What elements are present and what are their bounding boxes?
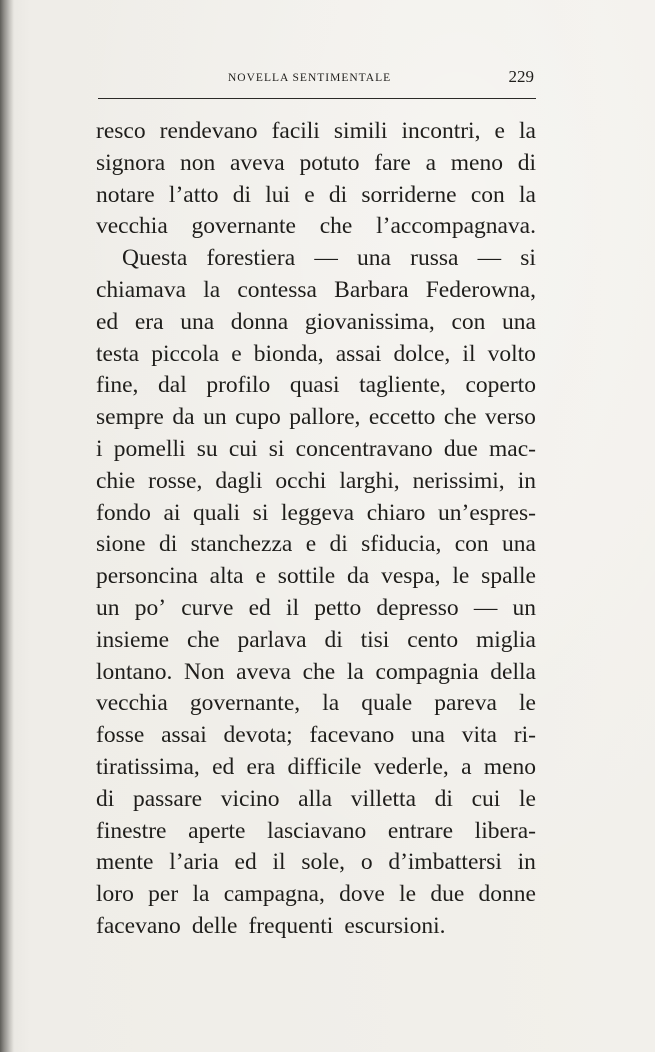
word: in (517, 849, 536, 876)
word: si (268, 435, 285, 462)
word: — (473, 594, 498, 621)
word: un (512, 594, 536, 621)
word: leggeva (280, 499, 355, 526)
word: in (517, 467, 536, 494)
word: non (179, 149, 216, 176)
word: sottile (277, 563, 336, 590)
header-rule (98, 98, 536, 99)
word: l’aria (169, 849, 219, 876)
word: di (158, 531, 178, 558)
word: sfiducia, (361, 531, 442, 558)
word: ed (234, 849, 257, 876)
text-line (96, 243, 536, 275)
word: meno (450, 149, 503, 176)
word: alla (298, 785, 333, 812)
word: po’ (134, 594, 167, 621)
word: pareva (434, 690, 497, 717)
word: di (96, 785, 115, 812)
word: potuto (299, 149, 360, 176)
word: resco (96, 118, 146, 144)
word: entrare (387, 817, 454, 844)
text-line (96, 275, 536, 307)
word: da (172, 404, 195, 431)
word: e (255, 563, 266, 590)
word: difficile (287, 753, 362, 780)
word: Barbara (334, 276, 409, 303)
word: chiaro (366, 499, 426, 526)
word: larghi, (339, 467, 400, 494)
word: quale (361, 690, 413, 717)
word: una (411, 722, 445, 749)
word: la (346, 658, 364, 685)
word: russa (410, 245, 459, 272)
word: da (347, 563, 370, 590)
word: aperte (188, 817, 246, 844)
word: tiratissima, (96, 753, 200, 780)
word: e (304, 181, 315, 208)
word: con (454, 531, 489, 558)
word: ed (212, 753, 235, 780)
word: il (285, 594, 300, 621)
word: un (96, 594, 120, 621)
word: si (520, 245, 536, 272)
word: la (203, 276, 221, 303)
word: — (477, 245, 502, 272)
word: le (518, 785, 536, 812)
word: quali (193, 499, 241, 526)
word: Non (184, 658, 225, 685)
word: facevano (96, 912, 181, 939)
word: villetta (350, 785, 417, 812)
word: quasi (289, 372, 340, 399)
word: di (517, 149, 536, 176)
word: vederle, (373, 753, 449, 780)
text-line (96, 593, 536, 625)
word: lontano. (96, 658, 173, 685)
word: cui (228, 435, 258, 462)
running-title: NOVELLA SENTIMENTALE (228, 72, 392, 84)
word: su (196, 435, 218, 462)
word: era (246, 753, 276, 780)
word: Questa (122, 245, 188, 272)
word: cento (407, 626, 459, 653)
word: parlava (237, 626, 307, 653)
word: che (186, 626, 220, 653)
text-line (96, 752, 536, 784)
word: occhi (275, 467, 327, 494)
text-line (96, 720, 536, 752)
word: di (328, 181, 348, 208)
word: chie (96, 467, 136, 494)
word: lasciavano (267, 817, 367, 844)
text-line (96, 561, 536, 593)
word: due (443, 435, 478, 462)
word: della (490, 658, 536, 685)
word: donne (478, 881, 536, 908)
text-line (96, 498, 536, 530)
text-line (96, 307, 536, 339)
word: il (272, 849, 286, 876)
word: fine, (96, 372, 139, 399)
word: una (501, 531, 536, 558)
word: tagliente, (359, 372, 446, 399)
word: la (518, 118, 536, 144)
word: a (461, 753, 472, 780)
word: incontri, (401, 118, 481, 144)
word: o (360, 849, 373, 876)
word: vicino (220, 785, 280, 812)
word: sole, (301, 849, 346, 876)
text-line (96, 784, 536, 816)
word: testa (96, 340, 140, 367)
word: l’accompagnava. (376, 213, 536, 240)
word: eccetto (368, 404, 436, 431)
word: notare (96, 181, 155, 208)
word: si (252, 499, 269, 526)
word: dagli (215, 467, 263, 494)
word: devota; (223, 722, 293, 749)
word: un (203, 404, 227, 431)
word: la (322, 690, 340, 717)
text-line (96, 466, 536, 498)
text-line (96, 816, 536, 848)
word: profilo (206, 372, 271, 399)
word: insieme (96, 626, 170, 653)
word: pallore, (289, 404, 361, 431)
word: Federowna, (425, 276, 536, 303)
word: aveva (229, 149, 285, 176)
word: loro (96, 881, 134, 908)
word: meno (483, 753, 536, 780)
word: delle (191, 912, 238, 939)
text-line (96, 370, 536, 402)
word: cui (471, 785, 501, 812)
text-line (96, 116, 536, 148)
binding-edge (0, 0, 14, 1052)
word: e (494, 118, 505, 144)
word: di (324, 626, 343, 653)
word: una (180, 308, 215, 335)
text-line (96, 529, 536, 561)
word: lui (265, 181, 291, 208)
word: sorriderne (361, 181, 457, 208)
word: la (192, 881, 210, 908)
word: una (502, 308, 536, 335)
text-line (96, 657, 536, 689)
word: finestre (96, 817, 167, 844)
word: facili (271, 118, 320, 144)
word: petto (314, 594, 362, 621)
word: campagna, (223, 881, 325, 908)
word: simili (333, 118, 388, 144)
word: personcina (96, 563, 198, 590)
word: ed (96, 308, 119, 335)
word: le (399, 881, 417, 908)
word: che (319, 213, 353, 240)
text-line (96, 180, 536, 212)
word: piccola (151, 340, 220, 367)
word: volto (487, 340, 536, 367)
word: fare (374, 149, 411, 176)
word: mente (96, 849, 154, 876)
word: dove (339, 881, 385, 908)
word: stanchezza (190, 531, 293, 558)
word: che (302, 658, 336, 685)
word: sempre (96, 404, 164, 431)
word: due (430, 881, 465, 908)
word: un’espres- (438, 499, 536, 526)
text-line (96, 211, 536, 243)
word: alta (209, 563, 244, 590)
word: compagnia (375, 658, 479, 685)
word: dolce, (393, 340, 451, 367)
word: tisi (360, 626, 390, 653)
text-line (96, 339, 536, 371)
text-line (96, 879, 536, 911)
word: a (425, 149, 436, 176)
word: i (96, 435, 103, 462)
word: fondo (96, 499, 151, 526)
word: di (434, 785, 453, 812)
word: cupo (235, 404, 281, 431)
word: governante (191, 213, 296, 240)
word: la (518, 181, 536, 208)
word: ed (248, 594, 271, 621)
word: di (329, 531, 348, 558)
page-number: 229 (508, 67, 534, 86)
word: signora (96, 149, 166, 176)
word: — (314, 245, 338, 272)
word: rosse, (148, 467, 203, 494)
word: escursioni. (344, 912, 446, 939)
word: sione (96, 531, 146, 558)
word: vecchia (96, 213, 168, 240)
word: libera- (474, 817, 536, 844)
word: e (231, 340, 242, 367)
word: dal (158, 372, 187, 399)
text-line (96, 402, 536, 434)
word: per (148, 881, 179, 908)
word: di (232, 181, 251, 208)
word: le (452, 563, 470, 590)
body-text (96, 116, 536, 943)
word: e (305, 531, 317, 558)
word: miglia (475, 626, 536, 653)
word: era (134, 308, 164, 335)
word: bionda, (253, 340, 324, 367)
word: spalle (481, 563, 536, 590)
text-line (96, 847, 536, 879)
word: ai (163, 499, 181, 526)
word: l’atto (168, 181, 219, 208)
page-header (98, 67, 538, 91)
word: forestiera (206, 245, 296, 272)
word: ri- (513, 722, 536, 749)
word: donna (230, 308, 289, 335)
text-line (96, 148, 536, 180)
text-line (96, 625, 536, 657)
word: le (519, 690, 536, 717)
word: depresso (376, 594, 459, 621)
word: contessa (237, 276, 317, 303)
word: governante, (189, 690, 301, 717)
word: aveva (236, 658, 291, 685)
word: passare (132, 785, 203, 812)
word: che (443, 404, 477, 431)
text-line (96, 434, 536, 466)
word: rendevano (159, 118, 258, 144)
word: nerissimi, (412, 467, 505, 494)
word: d’imbattersi (388, 849, 502, 876)
word: pomelli (113, 435, 186, 462)
word: assai (335, 340, 382, 367)
word: coperto (465, 372, 536, 399)
word: verso (485, 404, 536, 431)
text-line-last (96, 911, 536, 943)
word: giovanissima, (304, 308, 435, 335)
word: con (470, 181, 505, 208)
word: chiamava (96, 276, 187, 303)
word: concentravano (295, 435, 433, 462)
word: mac- (489, 435, 536, 462)
word: vita (461, 722, 497, 749)
text-line (96, 688, 536, 720)
word: curve (181, 594, 234, 621)
word: vespa, (381, 563, 441, 590)
word: una (357, 245, 391, 272)
word: con (451, 308, 486, 335)
word: fosse (96, 722, 145, 749)
word: facevano (309, 722, 395, 749)
word: assai (161, 722, 207, 749)
word: vecchia (96, 690, 168, 717)
word: il (462, 340, 476, 367)
word: frequenti (248, 912, 334, 939)
